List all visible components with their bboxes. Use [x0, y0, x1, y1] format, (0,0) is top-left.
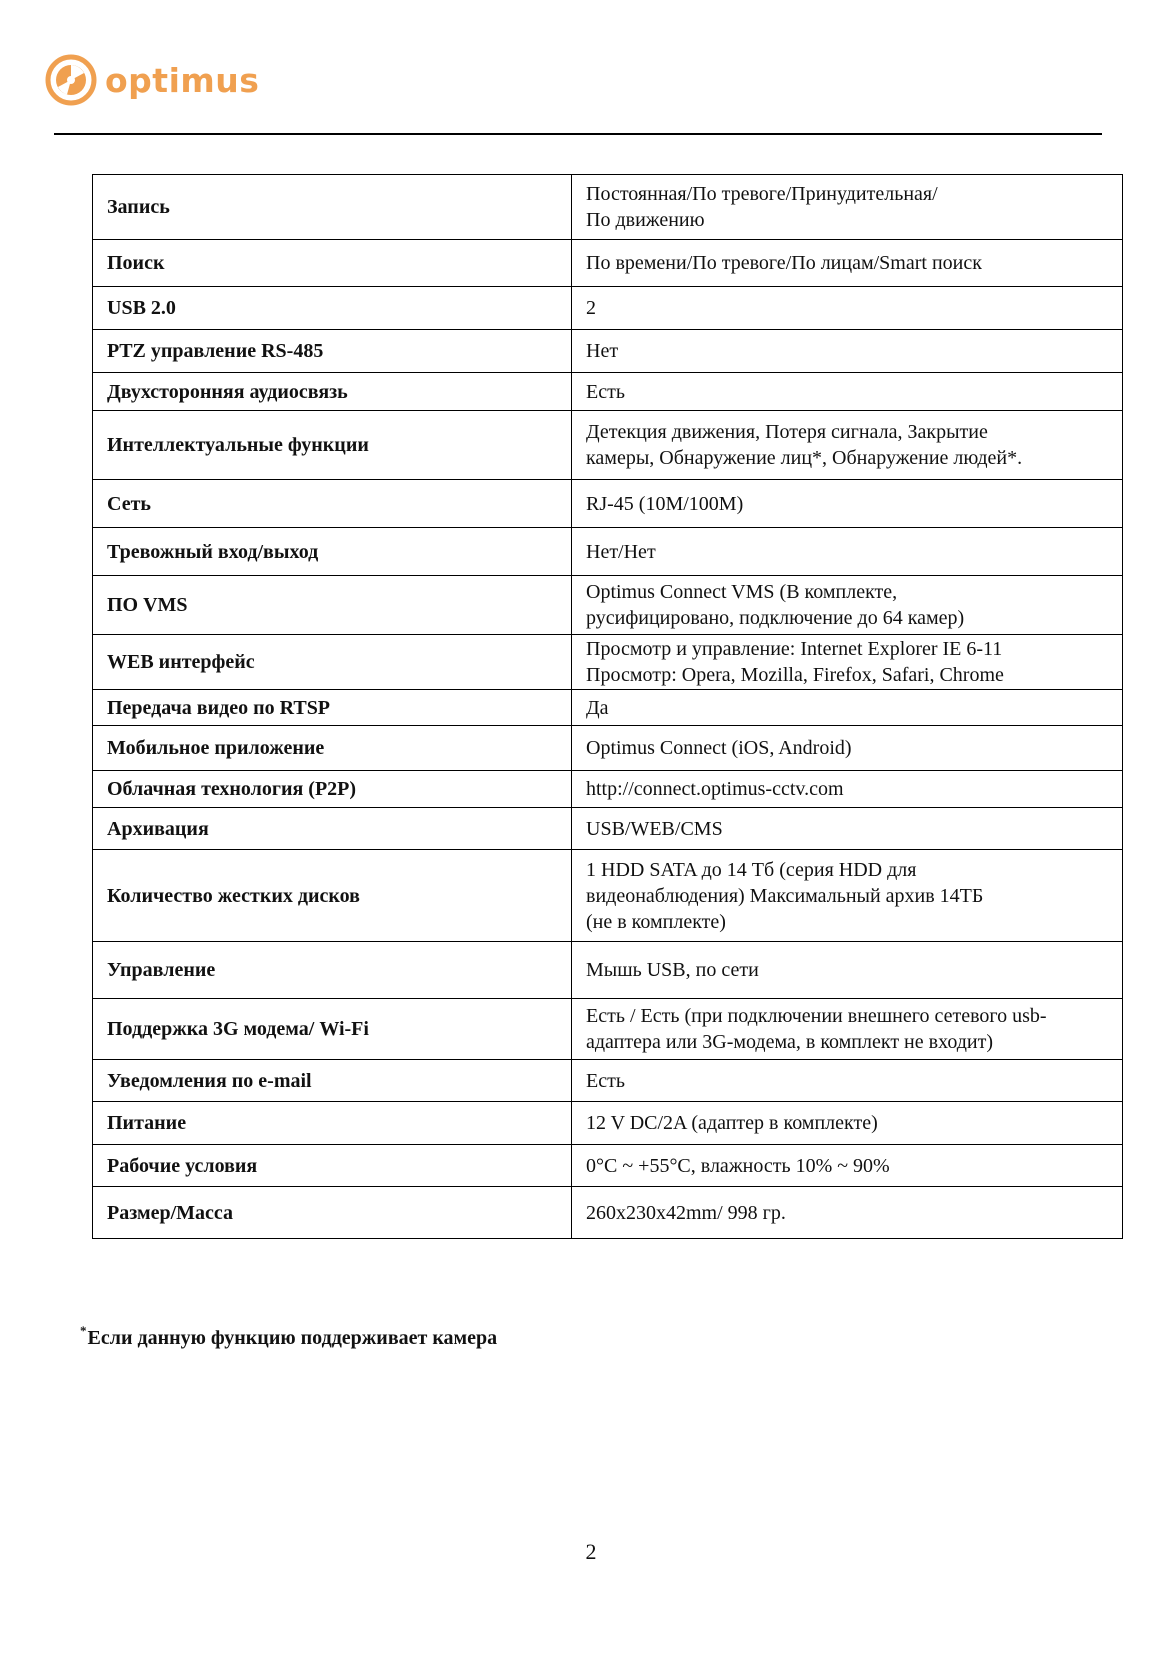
- spec-label: Управление: [93, 942, 572, 999]
- spec-value: 260x230x42mm/ 998 гр.: [572, 1187, 1123, 1239]
- spec-label: Передача видео по RTSP: [93, 690, 572, 726]
- page-number: 2: [585, 1539, 597, 1564]
- spec-table: [92, 174, 1123, 1239]
- spec-label: Тревожный вход/выход: [93, 528, 572, 576]
- spec-label: WEB интерфейс: [93, 635, 572, 690]
- header-divider: [54, 133, 1102, 135]
- table-row: [93, 576, 1123, 635]
- spec-label: Мобильное приложение: [93, 726, 572, 771]
- spec-label: Питание: [93, 1102, 572, 1145]
- spec-value: Постоянная/По тревоге/Принудительная/ По движению: [572, 175, 1123, 240]
- optimus-logo-icon: [44, 53, 98, 107]
- table-row: [93, 480, 1123, 528]
- table-row: [93, 942, 1123, 999]
- spec-value: Есть / Есть (при подключении внешнего сетевого usb- адаптера или 3G-модема, в комплект не входит): [572, 999, 1123, 1060]
- table-row: [93, 528, 1123, 576]
- spec-value: Нет/Нет: [572, 528, 1123, 576]
- table-row: [93, 635, 1123, 690]
- table-row: [93, 240, 1123, 287]
- table-row: [93, 771, 1123, 808]
- spec-label: USB 2.0: [93, 287, 572, 330]
- spec-label: Количество жестких дисков: [93, 850, 572, 942]
- spec-label: Поиск: [93, 240, 572, 287]
- spec-value: Optimus Connect (iOS, Android): [572, 726, 1123, 771]
- table-row: [93, 726, 1123, 771]
- spec-value: http://connect.optimus-cctv.com: [572, 771, 1123, 808]
- table-row: [93, 330, 1123, 373]
- spec-value: Optimus Connect VMS (В комплекте, русифицировано, подключение до 64 камер): [572, 576, 1123, 635]
- spec-value: Детекция движения, Потеря сигнала, Закрытие камеры, Обнаружение лиц*, Обнаружение людей*.: [572, 411, 1123, 480]
- spec-label: Архивация: [93, 808, 572, 850]
- spec-label: Интеллектуальные функции: [93, 411, 572, 480]
- table-row: [93, 808, 1123, 850]
- brand-name: optimus: [105, 60, 260, 100]
- spec-value: Да: [572, 690, 1123, 726]
- spec-value: 0°C ~ +55°C, влажность 10% ~ 90%: [572, 1145, 1123, 1187]
- table-row: [93, 999, 1123, 1060]
- spec-value: Мышь USB, по сети: [572, 942, 1123, 999]
- spec-value: 12 V DC/2A (адаптер в комплекте): [572, 1102, 1123, 1145]
- footnote: [80, 1323, 497, 1350]
- spec-value: Есть: [572, 1060, 1123, 1102]
- spec-value: 2: [572, 287, 1123, 330]
- table-row: [93, 175, 1123, 240]
- spec-label: Размер/Масса: [93, 1187, 572, 1239]
- spec-label: Уведомления по e-mail: [93, 1060, 572, 1102]
- spec-label: Поддержка 3G модема/ Wi-Fi: [93, 999, 572, 1060]
- spec-value: 1 HDD SATA до 14 Тб (серия HDD для видеонаблюдения) Максимальный архив 14ТБ (не в комплекте): [572, 850, 1123, 942]
- spec-label: Рабочие условия: [93, 1145, 572, 1187]
- table-row: [93, 1187, 1123, 1239]
- spec-label: Сеть: [93, 480, 572, 528]
- table-row: [93, 690, 1123, 726]
- spec-value: Просмотр и управление: Internet Explorer IE 6-11 Просмотр: Opera, Mozilla, Firefox, Safari, Chrome: [572, 635, 1123, 690]
- spec-value: По времени/По тревоге/По лицам/Smart поиск: [572, 240, 1123, 287]
- spec-label: ПО VMS: [93, 576, 572, 635]
- spec-label: Облачная технология (P2P): [93, 771, 572, 808]
- table-row: [93, 373, 1123, 411]
- table-row: [93, 1102, 1123, 1145]
- spec-value: Нет: [572, 330, 1123, 373]
- table-row: [93, 850, 1123, 942]
- table-row: [93, 1060, 1123, 1102]
- spec-value: RJ-45 (10M/100M): [572, 480, 1123, 528]
- spec-label: Двухсторонняя аудиосвязь: [93, 373, 572, 411]
- table-row: [93, 1145, 1123, 1187]
- footnote-marker: *: [80, 1323, 87, 1338]
- footnote-text: Если данную функцию поддерживает камера: [87, 1327, 498, 1349]
- brand-logo: [44, 52, 259, 108]
- table-row: [93, 411, 1123, 480]
- spec-value: Есть: [572, 373, 1123, 411]
- table-row: [93, 287, 1123, 330]
- spec-label: PTZ управление RS-485: [93, 330, 572, 373]
- spec-label: Запись: [93, 175, 572, 240]
- spec-value: USB/WEB/CMS: [572, 808, 1123, 850]
